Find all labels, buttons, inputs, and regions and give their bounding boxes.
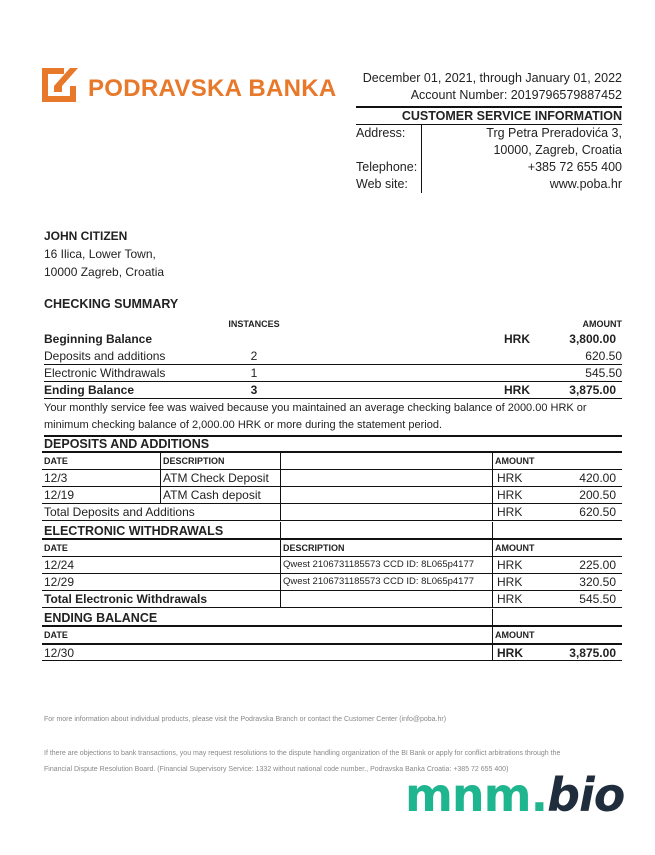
deposit-amount-cell: [492, 487, 622, 503]
deposit-date: 12/3: [44, 471, 68, 485]
deposit-amount: 420.00: [579, 471, 616, 485]
deposits-total-label: Total Deposits and Additions: [44, 505, 195, 519]
deposits-title: DEPOSITS AND ADDITIONS: [42, 435, 622, 453]
footer-disputes: If there are objections to bank transactions, you may request resolutions to the dispute handling organization of the BI Bank or apply for conflict arbitrations through the Financial Dispute Resolution Board. (Financial Supervisory Service: 1332 without national code number., Podravska Banka Croatia: +385 72 655 400): [44, 750, 561, 773]
customer-address-line1: 16 Ilica, Lower Town,: [44, 247, 156, 261]
summary-row: [44, 331, 622, 348]
deposit-description: ATM Check Deposit: [160, 470, 280, 486]
summary-amount: 545.50: [585, 366, 622, 380]
deposits-table: [42, 435, 622, 521]
date-header: DATE: [44, 456, 68, 466]
summary-instances: 3: [250, 383, 258, 397]
ending-balance-table: [42, 609, 622, 661]
deposit-currency: HRK: [497, 488, 523, 502]
deposit-currency: HRK: [497, 471, 523, 485]
ending-balance-header-row: [42, 627, 622, 644]
summary-label: Beginning Balance: [44, 332, 153, 346]
table-row: [42, 644, 622, 661]
withdrawals-title: ELECTRONIC WITHDRAWALS: [44, 524, 224, 538]
summary-currency: HRK: [504, 383, 530, 397]
watermark-part1: mnm.: [405, 768, 548, 822]
summary-instances: 2: [250, 349, 258, 363]
summary-amount: 620.50: [585, 349, 622, 363]
statement-header: [356, 70, 622, 193]
summary-amount: 3,800.00: [569, 332, 616, 346]
description-header: DESCRIPTION: [160, 453, 280, 469]
deposit-amount-cell: [492, 470, 622, 486]
summary-amount: 3,875.00: [569, 383, 616, 397]
deposits-total-amount: 620.50: [579, 505, 616, 519]
table-row: [42, 487, 622, 504]
withdrawals-total-currency: HRK: [497, 592, 523, 606]
summary-currency: HRK: [504, 332, 530, 346]
statement-period: December 01, 2021, through January 01, 2022: [362, 71, 622, 85]
withdrawal-currency: HRK: [497, 558, 523, 572]
summary-currency: [284, 348, 540, 365]
table-row: [42, 557, 622, 574]
withdrawal-description: Qwest 2106731185573 CCD ID: 8L065p4177: [280, 557, 492, 573]
amount-header: AMOUNT: [582, 319, 622, 329]
summary-label: Deposits and additions: [44, 349, 166, 363]
deposits-header-row: [42, 453, 622, 470]
address-label: Address:: [356, 125, 422, 142]
checking-summary-title: CHECKING SUMMARY: [44, 297, 179, 311]
ending-balance-date: 12/30: [44, 646, 75, 660]
website-link[interactable]: www.poba.hr: [549, 177, 622, 191]
ending-balance-currency: HRK: [497, 646, 523, 660]
deposit-amount: 200.50: [579, 488, 616, 502]
checking-summary-table: [44, 317, 622, 399]
footer-info: For more information about individual products, please visit the Podravska Branch or contact the Customer Center (info@poba.hr): [44, 716, 447, 723]
deposits-total-currency: HRK: [497, 505, 523, 519]
amount-header: AMOUNT: [492, 453, 622, 469]
withdrawals-table: [42, 522, 622, 608]
withdrawal-amount: 320.50: [579, 575, 616, 589]
customer-name: JOHN CITIZEN: [44, 229, 128, 243]
deposit-description: ATM Cash deposit: [160, 487, 280, 503]
ending-balance-amount: 3,875.00: [569, 646, 616, 660]
instances-header: INSTANCES: [228, 319, 280, 329]
ending-balance-amount-cell: [492, 645, 622, 660]
customer-service-info: [356, 125, 622, 193]
watermark: [405, 768, 624, 822]
telephone-label: Telephone:: [356, 159, 422, 176]
summary-row: [44, 365, 622, 382]
summary-header-row: [44, 317, 622, 331]
amount-header: AMOUNT: [492, 540, 622, 556]
withdrawal-amount-cell: [492, 574, 622, 590]
deposits-total-cell: [492, 504, 622, 520]
withdrawal-amount: 225.00: [579, 558, 616, 572]
summary-row: [44, 348, 622, 365]
service-fee-note: Your monthly service fee was waived because you maintained an average checking balance of 2000.00 HRK or minimum checking balance of 2,000.00 HRK or more during the statement period.: [44, 400, 622, 437]
deposits-total-row: [42, 504, 622, 521]
amount-header: AMOUNT: [492, 627, 622, 643]
address-line1: Trg Petra Preradovića 3,: [486, 126, 622, 140]
bank-name: PODRAVSKA BANKA: [88, 75, 337, 102]
date-header: DATE: [44, 543, 68, 553]
withdrawals-total-cell: [492, 591, 622, 607]
bank-logo: [40, 64, 337, 104]
withdrawal-amount-cell: [492, 557, 622, 573]
summary-instances: 1: [250, 366, 258, 380]
table-row: [42, 470, 622, 487]
address-line2: 10000, Zagreb, Croatia: [493, 143, 622, 157]
withdrawal-date: 12/24: [44, 558, 75, 572]
watermark-part2: bio: [547, 768, 625, 822]
website-label: Web site:: [356, 176, 422, 193]
deposit-date: 12/19: [44, 488, 75, 502]
withdrawals-total-amount: 545.50: [579, 592, 616, 606]
withdrawal-date: 12/29: [44, 575, 75, 589]
withdrawals-total-label: Total Electronic Withdrawals: [44, 592, 208, 606]
withdrawal-description: Qwest 2106731185573 CCD ID: 8L065p4177: [280, 574, 492, 590]
podravska-logo-icon: [40, 64, 80, 104]
withdrawals-total-row: [42, 591, 622, 608]
address-label-spacer: [356, 142, 422, 159]
telephone-value: +385 72 655 400: [527, 160, 622, 174]
summary-instances: [224, 331, 284, 348]
customer-address-line2: 10000 Zagreb, Croatia: [44, 265, 165, 279]
summary-label: Ending Balance: [44, 383, 135, 397]
withdrawal-currency: HRK: [497, 575, 523, 589]
account-number: Account Number: 2019796579887452: [410, 88, 622, 102]
ending-balance-title: ENDING BALANCE: [44, 611, 158, 625]
date-header: DATE: [44, 630, 68, 640]
withdrawals-title-row: [42, 522, 622, 540]
summary-row: [44, 382, 622, 399]
customer-block: [44, 227, 164, 281]
table-row: [42, 574, 622, 591]
ending-balance-title-row: [42, 609, 622, 627]
customer-service-title: CUSTOMER SERVICE INFORMATION: [356, 106, 622, 125]
withdrawals-header-row: [42, 540, 622, 557]
description-header: DESCRIPTION: [280, 540, 492, 556]
summary-label: Electronic Withdrawals: [44, 366, 166, 380]
summary-currency: [284, 365, 540, 382]
